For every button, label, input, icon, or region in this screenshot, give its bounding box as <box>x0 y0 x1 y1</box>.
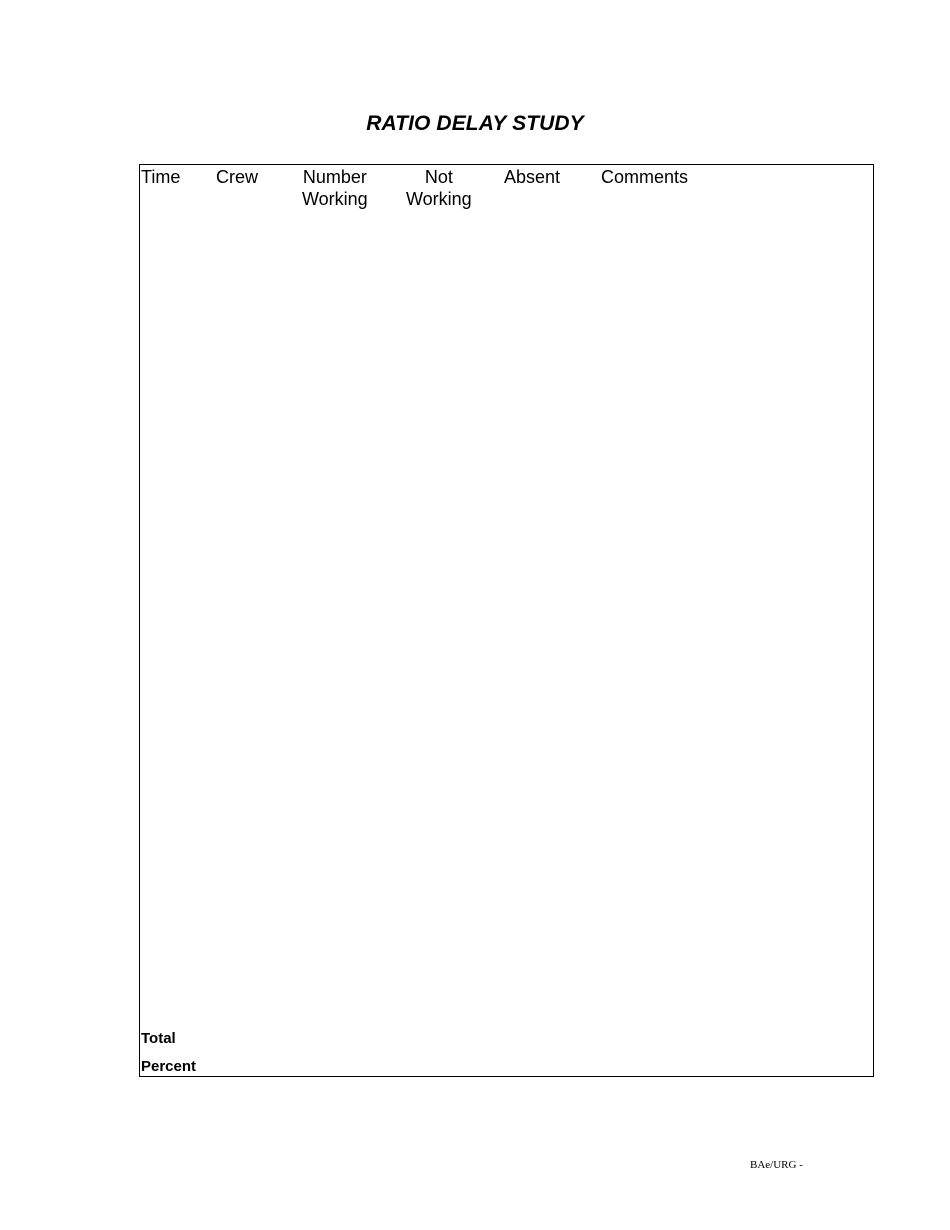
column-header-absent: Absent <box>504 167 561 187</box>
column-header-not-working-line2: Working <box>406 189 472 209</box>
column-header-number-working-line1: Number <box>302 167 367 187</box>
column-header-not-working-line1: Not <box>424 167 453 187</box>
total-row-label: Total <box>141 1030 176 1047</box>
page-title: RATIO DELAY STUDY <box>366 112 584 135</box>
column-header-time: Time <box>141 167 181 187</box>
footer-reference: BAe/URG - <box>750 1159 803 1171</box>
percent-row-label: Percent <box>141 1058 197 1075</box>
column-header-comments: Comments <box>601 167 689 187</box>
ratio-delay-form-table <box>139 164 874 1077</box>
column-header-number-working <box>302 166 368 210</box>
column-header-crew: Crew <box>216 167 259 187</box>
column-header-not-working <box>406 166 472 210</box>
column-header-number-working-line2: Working <box>302 189 368 209</box>
